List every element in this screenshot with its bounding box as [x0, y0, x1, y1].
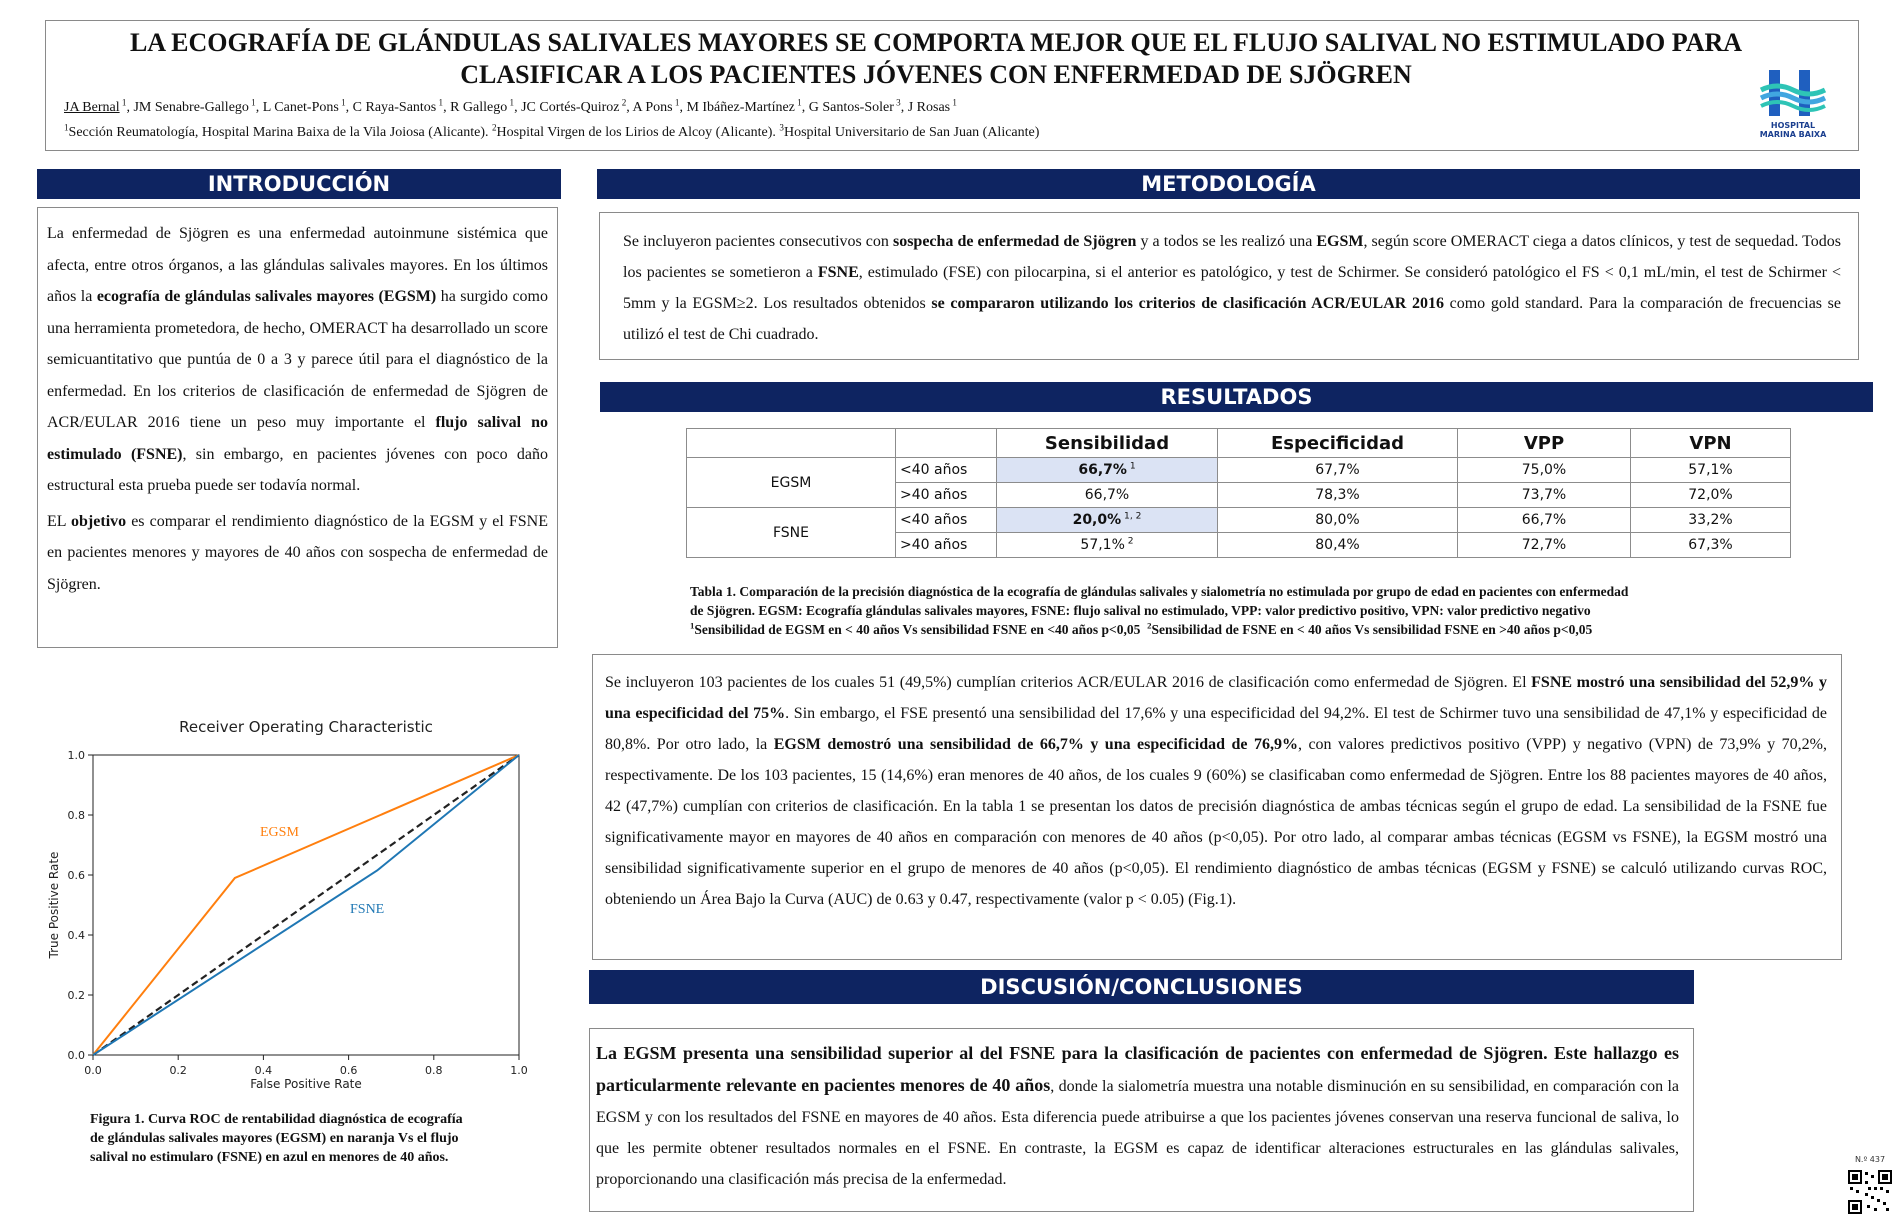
author-name: G Santos-Soler: [808, 100, 894, 115]
text-run: ecografía de glándulas salivales mayores (EGSM): [96, 288, 437, 305]
text-run: . Sin embargo, el FSE presentó una sensibilidad del 17,6% y una especificidad del 94,2%. El test de Schirmer tuvo una sensibilidad de 47,1% y especificidad de 80,8%. Por otro lado, la: [605, 705, 1827, 753]
text-run: Se incluyeron pacientes consecutivos con: [623, 233, 893, 250]
y-tick-label: 0.2: [67, 989, 85, 1002]
y-tick-label: 0.0: [67, 1049, 85, 1062]
text-run: La EGSM presenta una sensibilidad superior al del FSNE para la clasificación de pacientes con enfermedad de Sjögren. Este hallazgo es particularmente relevante en pacientes menores de 40 años: [596, 1043, 1679, 1095]
table-body: [687, 458, 1791, 558]
table-header-empty: [687, 429, 896, 458]
series-label-fsne: FSNE: [350, 902, 385, 917]
text-run: La enfermedad de Sjögren es una enfermedad autoinmune sistémica que afecta, entre otros órganos, a las glándulas salivales mayores. En los últimos años la: [47, 225, 548, 305]
introduccion-paragraph-2: [47, 506, 548, 601]
metodologia-paragraph: [623, 226, 1841, 350]
y-tick-label: 0.6: [67, 869, 85, 882]
table-cell-especificidad: 67,7%: [1218, 458, 1458, 483]
x-tick-label: 0.8: [425, 1064, 443, 1077]
author-affiliation-mark: 2: [619, 97, 627, 108]
author-name: J Rosas: [907, 100, 951, 115]
table-header-sensibilidad: Sensibilidad: [997, 429, 1218, 458]
qr-code-icon: [1847, 1169, 1893, 1215]
table-cell-vpp: 75,0%: [1458, 458, 1631, 483]
title-line-1: LA ECOGRAFÍA DE GLÁNDULAS SALIVALES MAYORES SE COMPORTA MEJOR QUE EL FLUJO SALIVAL NO ESTIMULADO PARA: [129, 28, 1743, 57]
table-cell-especificidad: 80,4%: [1218, 533, 1458, 558]
hospital-logo-icon: [1757, 68, 1829, 120]
qr-label: N.º 437: [1854, 1155, 1886, 1164]
author-affiliation-mark: 1: [507, 97, 515, 108]
introduccion-section: [37, 207, 558, 648]
x-tick-label: 1.0: [510, 1064, 528, 1077]
reference-diagonal-line: [93, 755, 519, 1055]
text-run: , sin embargo, en pacientes jóvenes con poco daño estructural esta prueba puede ser todavía normal.: [47, 445, 548, 494]
table-cell-age: <40 años: [896, 458, 997, 483]
author-affiliation-mark: 1: [672, 97, 680, 108]
table-cell-vpn: 57,1%: [1631, 458, 1791, 483]
table-cell-vpp: 66,7%: [1458, 508, 1631, 533]
table-cell-vpn: 72,0%: [1631, 483, 1791, 508]
author-affiliation-mark: 1: [794, 97, 802, 108]
qr-code[interactable]: [1847, 1155, 1893, 1218]
table-cell-age: <40 años: [896, 508, 997, 533]
affiliation-text: Hospital Virgen de los Lirios de Alcoy (Alicante).: [496, 125, 780, 140]
author-affiliation-mark: 3: [893, 97, 901, 108]
text-run: y a todos se les realizó una: [1136, 233, 1317, 250]
discusion-section: [589, 1028, 1694, 1212]
results-table: [686, 428, 1791, 558]
table-group-label: EGSM: [687, 458, 896, 508]
author-list: JA Bernal $^1$, JM Senabre-Gallego $^1$, L Canet-Pons $^1$, C Raya-Santos $^1$, R Gallego $^1$, JC Cortés-Quiroz $^2$, A Pons $^1$, M Ibáñez-Martínez $^1$, G Santos-Soler $^3$, J Rosas $^1$: [64, 97, 957, 115]
affiliation-text: Sección Reumatología, Hospital Marina Baixa de la Vila Joiosa (Alicante).: [68, 125, 492, 140]
text-run: EGSM demostró una sensibilidad de 66,7% y una especificidad de 76,9%: [773, 736, 1298, 753]
series-label-egsm: EGSM: [260, 825, 299, 840]
text-run: , estimulado (FSE) con pilocarpina, si el anterior es patológico, y test de Schirmer. Se consideró patológico el FS < 0,1 mL/min, el test de Schirmer < 5mm y la EGSM≥2. Los resultados obtenidos: [623, 264, 1841, 312]
poster-title: [46, 27, 1826, 91]
x-tick-label: 0.0: [84, 1064, 102, 1077]
affiliation-mark: 2: [492, 122, 497, 133]
table-cell-especificidad: 78,3%: [1218, 483, 1458, 508]
author-name: C Raya-Santos: [352, 100, 437, 115]
discusion-heading: DISCUSIÓN/CONCLUSIONES: [589, 970, 1694, 1004]
introduccion-paragraph-1: [47, 218, 548, 502]
table-cell-age: >40 años: [896, 483, 997, 508]
y-tick-label: 0.4: [67, 929, 85, 942]
text-run: como gold standard. Para la comparación de frecuencias se utilizó el test de Chi cuadrado.: [623, 295, 1842, 343]
text-run: ha surgido como una herramienta prometedora, de hecho, OMERACT ha desarrollado un score semicuantitativo que puntúa de 0 a 3 y parece útil para el diagnóstico de la enfermedad. En los criterios de clasificación de enfermedad de Sjögren de ACR/EULAR 2016 tiene un peso muy importante el: [47, 288, 548, 431]
affiliation-text: Hospital Universitario de San Juan (Alicante): [783, 125, 1040, 140]
poster-header: [45, 20, 1859, 151]
table-cell-sensibilidad: 57,1% $^2$: [997, 533, 1218, 558]
text-run: flujo salival no estimulado (FSNE): [47, 414, 548, 463]
title-line-2: CLASIFICAR A LOS PACIENTES JÓVENES CON ENFERMEDAD DE SJÖGREN: [460, 60, 1412, 89]
table-footnote-mark: 2: [1124, 536, 1134, 547]
series-lines: [93, 755, 519, 1055]
table-footnote-mark: 1, 2: [1121, 511, 1142, 522]
text-run: objetivo: [71, 512, 127, 530]
resultados-heading: RESULTADOS: [600, 382, 1873, 412]
text-run: , donde la sialometría muestra una notable disminución en su sensibilidad, en comparación con la EGSM y con los resultados del FSNE en mayores de 40 años. Esta diferencia puede atribuirse a que los pacientes jóvenes conservan una reserva funcional de saliva, lo que les permite obtener resultados normales en el FSNE. En contraste, la EGSM es capaz de identificar alteraciones estructurales en las glándulas salivales, proporcionando una clasificación más precisa de la enfermedad.: [596, 1078, 1679, 1188]
table-caption: [690, 582, 1780, 639]
y-tick-label: 1.0: [67, 749, 85, 762]
x-tick-label: 0.4: [254, 1064, 273, 1077]
table-header-vpn: VPN: [1631, 429, 1791, 458]
figure-caption: Figura 1. Curva ROC de rentabilidad diagnóstica de ecografía de glándulas salivales mayores (EGSM) en naranja Vs el flujo salival no estimularo (FSNE) en azul en menores de 40 años.: [90, 1112, 463, 1165]
table-caption-line: $^1$Sensibilidad de EGSM en < 40 años Vs sensibilidad FSNE en <40 años p<0,05 $^2$Sensibilidad de FSNE en < 40 años Vs sensibilidad FSNE en >40 años p<0,05: [690, 620, 1593, 637]
text-run: FSNE: [817, 264, 859, 281]
text-run: FSNE mostró una sensibilidad del 52,9% y una especificidad del 75%: [605, 674, 1827, 722]
table-cell-vpn: 67,3%: [1631, 533, 1791, 558]
roc-chart: [40, 710, 550, 1100]
table-cell-sensibilidad: 20,0% $^{1, 2}$: [997, 508, 1218, 533]
text-run: sospecha de enfermedad de Sjögren: [892, 233, 1137, 250]
metodologia-section: [599, 212, 1859, 360]
table-footnote-mark: 1: [1126, 461, 1136, 472]
table-cell-vpp: 72,7%: [1458, 533, 1631, 558]
metodologia-heading: METODOLOGÍA: [597, 169, 1860, 199]
text-run: , con valores predictivos positivo (VPP) y negativo (VPN) de 73,9% y 70,2%, respectivamente. De los 103 pacientes, 15 (14,6%) eran menores de 40 años, de los cuales 9 (60%) se clasificaban como enfermedad de Sjögren. Entre los 88 pacientes mayores de 40 años, 42 (47,7%) cumplían con criterios de clasificación. En la tabla 1 se presentan los datos de precisión diagnóstica de ambas técnicas según el grupo de edad. La sensibilidad de la FSNE fue significativamente mayor en mayores de 40 años en comparación con menores de 40 años (p<0,05). Por otro lado, al comparar ambas técnicas (EGSM vs FSNE), la EGSM mostró una sensibilidad significativamente superior en el grupo de menores de 40 años (p<0,05). El rendimiento diagnóstico de ambas técnicas (EGSM y FSNE) se calculó utilizando curvas ROC, obteniendo un Área Bajo la Curva (AUC) de 0.63 y 0.47, respectivamente (valor p < 0.05) (Fig.1).: [605, 736, 1828, 908]
table-header-vpp: VPP: [1458, 429, 1631, 458]
table-header-especificidad: Especificidad: [1218, 429, 1458, 458]
table-header-empty: [896, 429, 997, 458]
author-affiliation-mark: 1: [119, 97, 127, 108]
table-header-row: [687, 429, 1791, 458]
resultados-section: [592, 654, 1842, 960]
author-name: L Canet-Pons: [262, 100, 339, 115]
author-name: JA Bernal: [64, 100, 120, 115]
table-group-label: FSNE: [687, 508, 896, 558]
table-cell-vpp: 73,7%: [1458, 483, 1631, 508]
x-tick-label: 0.2: [169, 1064, 187, 1077]
hospital-logo: [1757, 68, 1829, 148]
resultados-paragraph: [605, 667, 1827, 915]
text-run: EGSM: [1316, 233, 1364, 250]
author-name: JC Cortés-Quiroz: [521, 100, 620, 115]
text-run: EL: [47, 512, 72, 530]
author-name: A Pons: [632, 100, 673, 115]
x-axis-label: False Positive Rate: [250, 1077, 362, 1091]
affiliation-list: [64, 122, 1040, 141]
table-cell-especificidad: 80,0%: [1218, 508, 1458, 533]
author-affiliation-mark: 1: [338, 97, 346, 108]
author-name: M Ibáñez-Martínez: [686, 100, 795, 115]
text-run: se compararon utilizando los criterios de clasificación ACR/EULAR 2016: [931, 295, 1444, 312]
author-affiliation-mark: 1: [950, 97, 957, 108]
table-row: [687, 508, 1791, 533]
author-name: JM Senabre-Gallego: [133, 100, 249, 115]
y-axis-label: True Positive Rate: [47, 851, 61, 959]
introduccion-heading: INTRODUCCIÓN: [37, 169, 561, 199]
table-cell-sensibilidad: 66,7%: [997, 483, 1218, 508]
chart-title: Receiver Operating Characteristic: [179, 718, 433, 736]
author-affiliation-mark: 1: [436, 97, 444, 108]
table-cell-vpn: 33,2%: [1631, 508, 1791, 533]
author-name: R Gallego: [450, 100, 508, 115]
table-caption-line: de Sjögren. EGSM: Ecografía glándulas salivales mayores, FSNE: flujo salival no estimulado, VPP: valor predictivo positivo, VPN: valor predictivo negativo: [690, 603, 1591, 618]
affiliation-mark: 1: [64, 122, 69, 133]
text-run: es comparar el rendimiento diagnóstico de la EGSM y el FSNE en pacientes menores y mayores de 40 años con sospecha de enfermedad de Sjögren.: [47, 512, 549, 593]
table-caption-line: Tabla 1. Comparación de la precisión diagnóstica de la ecografía de glándulas salivales y sialometría no estimulada por grupo de edad en pacientes con enfermedad: [690, 584, 1629, 599]
hospital-logo-text: HOSPITAL MARINA BAIXA: [1759, 121, 1827, 139]
text-run: Se incluyeron 103 pacientes de los cuales 51 (49,5%) cumplían criterios ACR/EULAR 2016 de clasificación como enfermedad de Sjögren. El: [605, 674, 1532, 691]
table-row: [687, 458, 1791, 483]
table-cell-sensibilidad: 66,7% $^1$: [997, 458, 1218, 483]
y-tick-label: 0.8: [67, 809, 85, 822]
table-cell-age: >40 años: [896, 533, 997, 558]
text-run: , según score OMERACT ciega a datos clínicos, y test de sequedad. Todos los pacientes se sometieron a: [623, 233, 1842, 281]
affiliation-mark: 3: [779, 122, 784, 133]
author-affiliation-mark: 1: [248, 97, 256, 108]
discusion-paragraph: [596, 1038, 1679, 1195]
x-tick-label: 0.6: [339, 1064, 358, 1077]
